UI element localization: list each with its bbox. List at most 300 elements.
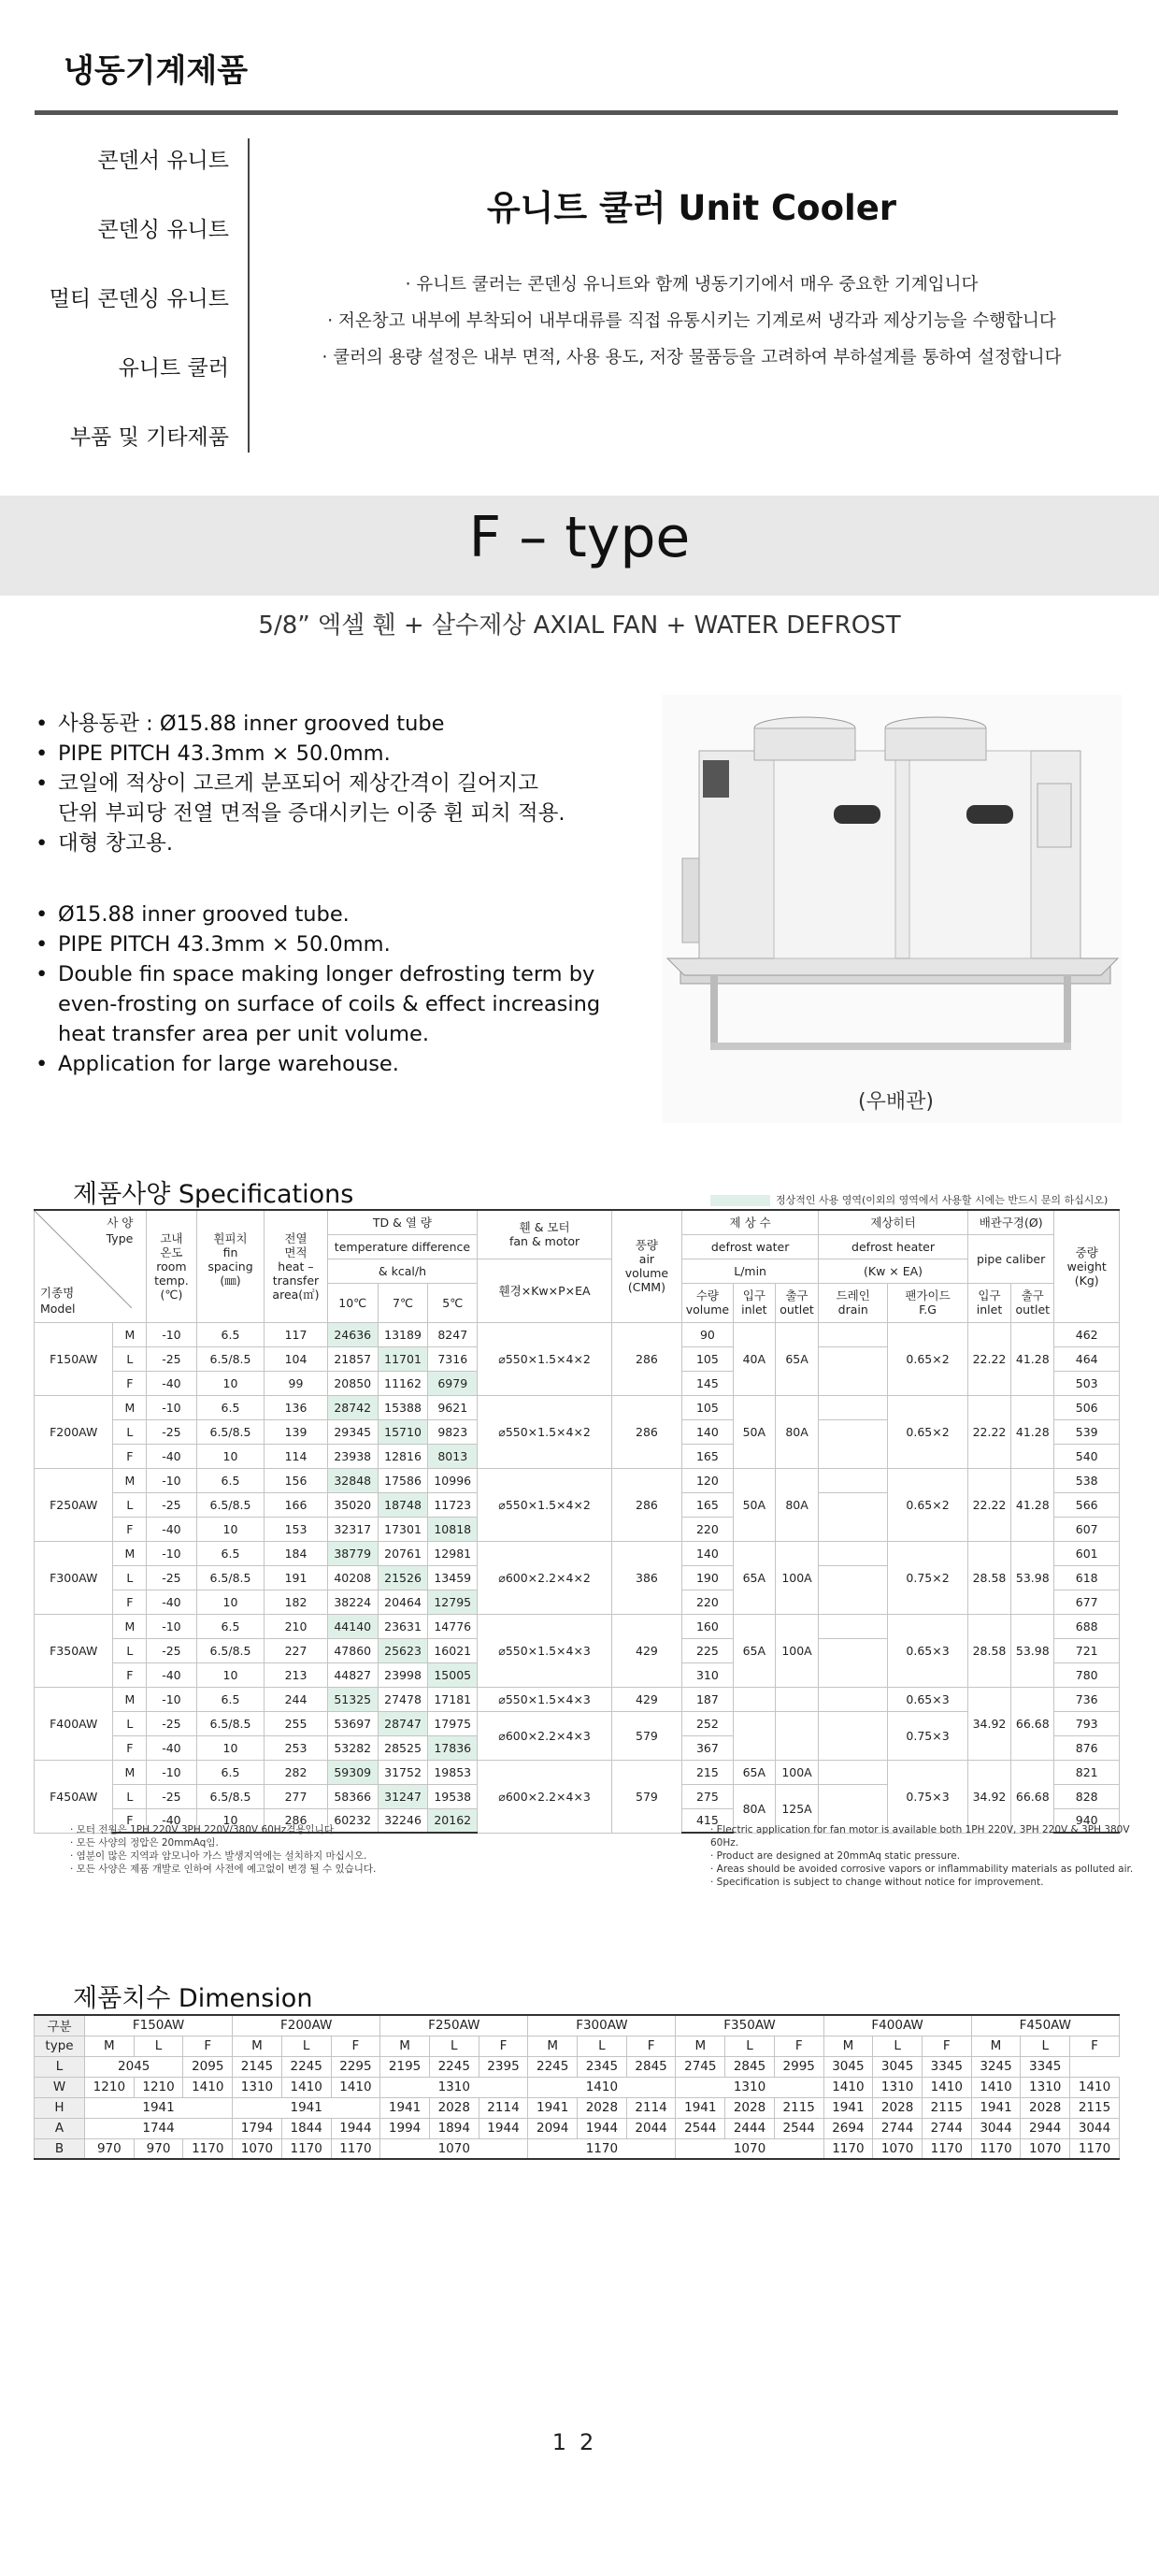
cell-c: -10 bbox=[147, 1322, 196, 1346]
cell-a: 156 bbox=[265, 1468, 327, 1492]
dimension-cell: 1210 bbox=[85, 2077, 135, 2097]
dimension-cell: 2744 bbox=[873, 2118, 923, 2138]
note: · Product are designed at 20mmAq static pressure. bbox=[710, 1850, 961, 1862]
type-cell: F bbox=[113, 1735, 147, 1760]
cell-empty bbox=[819, 1687, 888, 1711]
dimension-cell: 2845 bbox=[626, 2056, 676, 2077]
dimension-cell: 1310 bbox=[380, 2077, 528, 2097]
weight-cell: 464 bbox=[1054, 1346, 1120, 1371]
cell-c: -10 bbox=[147, 1395, 196, 1419]
dimension-cell: 3345 bbox=[1021, 2056, 1070, 2077]
sidebar-item-unit-cooler[interactable]: 유니트 쿨러 bbox=[118, 356, 229, 381]
table-row bbox=[35, 1541, 1120, 1565]
cell-a: 166 bbox=[265, 1492, 327, 1517]
cell-k3: 13459 bbox=[428, 1565, 478, 1590]
cell-wi: 50A bbox=[733, 1395, 775, 1468]
cell-empty bbox=[819, 1322, 888, 1346]
cell-v: 165 bbox=[682, 1492, 734, 1517]
cell-c: -25 bbox=[147, 1784, 196, 1808]
cell-k2: 28747 bbox=[378, 1711, 427, 1735]
weight-cell: 780 bbox=[1054, 1662, 1120, 1687]
note: · Specification is subject to change without notice for improvement. bbox=[710, 1877, 1044, 1888]
cell-wi: 65A bbox=[733, 1541, 775, 1614]
sub-header: F bbox=[774, 2036, 823, 2056]
photo-caption: (우배관) bbox=[858, 1090, 934, 1114]
sub-header: F bbox=[626, 2036, 676, 2056]
cell-k2: 11162 bbox=[378, 1371, 427, 1395]
cell-k2: 15710 bbox=[378, 1419, 427, 1444]
cell-c: -10 bbox=[147, 1687, 196, 1711]
specs-title: 제품사양 Specifications bbox=[73, 1180, 354, 1209]
spec-table bbox=[34, 1209, 1120, 1834]
cell-f: 6.5/8.5 bbox=[196, 1419, 265, 1444]
cell-k1: 53697 bbox=[327, 1711, 378, 1735]
dimension-cell: 1941 bbox=[971, 2097, 1021, 2118]
cell-a: 114 bbox=[265, 1444, 327, 1468]
dimension-cell: 3044 bbox=[971, 2118, 1021, 2138]
cell-f: 10 bbox=[196, 1735, 265, 1760]
cell-v: 90 bbox=[682, 1322, 734, 1346]
cell-c: -40 bbox=[147, 1808, 196, 1833]
cell-k2: 17586 bbox=[378, 1468, 427, 1492]
model-header: F200AW bbox=[233, 2015, 380, 2036]
dimension-cell: 1941 bbox=[380, 2097, 430, 2118]
col-td: TD & 열 량 bbox=[327, 1210, 478, 1234]
cell-k2: 18748 bbox=[378, 1492, 427, 1517]
cell-f: 6.5 bbox=[196, 1322, 265, 1346]
cell-k1: 29345 bbox=[327, 1419, 378, 1444]
cell-f: 6.5 bbox=[196, 1614, 265, 1638]
cell-wi: 65A bbox=[733, 1614, 775, 1687]
row-label: L bbox=[35, 2056, 85, 2077]
dimension-header-row bbox=[35, 2015, 1120, 2036]
feature-item bbox=[36, 709, 565, 739]
cell-k1: 58366 bbox=[327, 1784, 378, 1808]
model-cell: F150AW bbox=[35, 1322, 113, 1395]
cell-k1: 32848 bbox=[327, 1468, 378, 1492]
cell-wo: 125A bbox=[775, 1784, 818, 1833]
cell-f: 6.5/8.5 bbox=[196, 1784, 265, 1808]
cell-wo: 80A bbox=[775, 1395, 818, 1468]
dimension-table bbox=[34, 2014, 1120, 2160]
cell-pi: 22.22 bbox=[967, 1395, 1010, 1468]
table-row bbox=[35, 1687, 1120, 1711]
weight-cell: 688 bbox=[1054, 1614, 1120, 1638]
dimension-cell: 970 bbox=[85, 2138, 135, 2159]
heat-unit: (Kw × EA) bbox=[819, 1259, 968, 1283]
weight-cell: 618 bbox=[1054, 1565, 1120, 1590]
cell-v: 220 bbox=[682, 1590, 734, 1614]
cell-wi: 50A bbox=[733, 1468, 775, 1541]
feature-text: 사용동관 : Ø15.88 inner grooved tube bbox=[58, 712, 445, 736]
cell-v: 120 bbox=[682, 1468, 734, 1492]
cell-k2: 23998 bbox=[378, 1662, 427, 1687]
type-ko: 사 양 bbox=[107, 1216, 134, 1230]
cell-dr bbox=[819, 1565, 888, 1614]
sub-header: M bbox=[85, 2036, 135, 2056]
cell-c: -40 bbox=[147, 1517, 196, 1541]
dimension-cell: 1070 bbox=[233, 2138, 282, 2159]
td-10: 10℃ bbox=[327, 1283, 378, 1322]
spec-body bbox=[35, 1322, 1120, 1833]
cell-a: 244 bbox=[265, 1687, 327, 1711]
dimension-title: 제품치수 Dimension bbox=[73, 1984, 313, 2013]
cell-k2: 23631 bbox=[378, 1614, 427, 1638]
cell-a: 277 bbox=[265, 1784, 327, 1808]
dimension-cell: 1941 bbox=[676, 2097, 725, 2118]
cell-pi: 28.58 bbox=[967, 1614, 1010, 1687]
cell-k2: 25623 bbox=[378, 1638, 427, 1662]
cell-k1: 51325 bbox=[327, 1687, 378, 1711]
cell-fan: ⌀600×2.2×4×2 bbox=[478, 1541, 611, 1614]
td-unit: & kcal/h bbox=[327, 1259, 478, 1283]
bullet-dot-icon: • bbox=[36, 741, 49, 766]
type-cell: L bbox=[113, 1638, 147, 1662]
sub-header: F bbox=[331, 2036, 380, 2056]
weight-cell: 540 bbox=[1054, 1444, 1120, 1468]
model-cell: F200AW bbox=[35, 1395, 113, 1468]
feature-text: Double fin space making longer defrosting term by even-frosting on surface of coils & effect increasing heat transfer area per unit volume. bbox=[58, 962, 601, 1046]
cell-v: 215 bbox=[682, 1760, 734, 1784]
model-header: F150AW bbox=[85, 2015, 233, 2036]
cell-f: 6.5 bbox=[196, 1468, 265, 1492]
cell-v: 165 bbox=[682, 1444, 734, 1468]
cell-k2: 31247 bbox=[378, 1784, 427, 1808]
feature-text: Application for large warehouse. bbox=[58, 1052, 399, 1076]
dimension-cell: 1170 bbox=[331, 2138, 380, 2159]
pipe-sub: pipe caliber bbox=[967, 1234, 1054, 1283]
cell-fg: 0.75×2 bbox=[888, 1541, 968, 1614]
cell-k1: 47860 bbox=[327, 1638, 378, 1662]
cell-empty bbox=[819, 1614, 888, 1638]
sub-header: F bbox=[183, 2036, 233, 2056]
cell-k1: 35020 bbox=[327, 1492, 378, 1517]
feature-item bbox=[36, 828, 565, 858]
cell-air: 286 bbox=[611, 1468, 681, 1541]
cell-fan: ⌀550×1.5×4×2 bbox=[478, 1322, 611, 1395]
dimension-cell: 2028 bbox=[429, 2097, 479, 2118]
table-row bbox=[35, 1614, 1120, 1638]
dimension-cell: 3245 bbox=[971, 2056, 1021, 2077]
cell-c: -40 bbox=[147, 1371, 196, 1395]
dimension-cell: 1070 bbox=[676, 2138, 823, 2159]
dimension-row bbox=[35, 2056, 1120, 2077]
weight-cell: 538 bbox=[1054, 1468, 1120, 1492]
cell-fg: 0.65×2 bbox=[888, 1468, 968, 1541]
td-7: 7℃ bbox=[378, 1283, 427, 1322]
cell-air: 579 bbox=[611, 1760, 681, 1833]
dimension-cell: 2114 bbox=[626, 2097, 676, 2118]
cell-a: 255 bbox=[265, 1711, 327, 1735]
row-label: H bbox=[35, 2097, 85, 2118]
cell-air: 386 bbox=[611, 1541, 681, 1614]
cell-empty bbox=[819, 1760, 888, 1784]
dimension-cell: 1894 bbox=[429, 2118, 479, 2138]
cell-wi: 80A bbox=[733, 1784, 775, 1833]
dimension-cell: 1310 bbox=[873, 2077, 923, 2097]
type-cell: L bbox=[113, 1711, 147, 1735]
sub-header: F bbox=[479, 2036, 528, 2056]
sub-header: M bbox=[233, 2036, 282, 2056]
table-row bbox=[35, 1322, 1120, 1346]
cell-f: 6.5/8.5 bbox=[196, 1565, 265, 1590]
dimension-cell: 970 bbox=[134, 2138, 183, 2159]
row-label: W bbox=[35, 2077, 85, 2097]
cell-k3: 6979 bbox=[428, 1371, 478, 1395]
dimension-cell: 3045 bbox=[823, 2056, 873, 2077]
cell-v: 275 bbox=[682, 1784, 734, 1808]
cell-a: 136 bbox=[265, 1395, 327, 1419]
model-cell: F400AW bbox=[35, 1687, 113, 1760]
sidebar-item-condensing-unit[interactable]: 콘덴싱 유니트 bbox=[97, 218, 229, 242]
note: · 모터 전원은 1PH 220V 3PH 220V/380V 60Hz겸용입니다 bbox=[70, 1824, 334, 1835]
table-row bbox=[35, 1395, 1120, 1419]
bullet-dot-icon: • bbox=[36, 902, 49, 927]
row-label: B bbox=[35, 2138, 85, 2159]
type-cell: L bbox=[113, 1565, 147, 1590]
cell-fg: 0.65×3 bbox=[888, 1614, 968, 1687]
cell-k2: 13189 bbox=[378, 1322, 427, 1346]
bullet-dot-icon: • bbox=[36, 771, 49, 796]
dimension-cell: 2195 bbox=[380, 2056, 430, 2077]
model-cell: F300AW bbox=[35, 1541, 113, 1614]
dimension-cell: 2444 bbox=[725, 2118, 775, 2138]
cell-c: -25 bbox=[147, 1346, 196, 1371]
dimension-cell: 1310 bbox=[676, 2077, 823, 2097]
type-cell: F bbox=[113, 1590, 147, 1614]
cell-a: 213 bbox=[265, 1662, 327, 1687]
cell-c: -40 bbox=[147, 1662, 196, 1687]
hero-title: 유니트 쿨러 Unit Cooler bbox=[486, 188, 897, 228]
hero-description bbox=[280, 266, 1103, 376]
dimension-cell: 1410 bbox=[922, 2077, 971, 2097]
cell-k3: 14776 bbox=[428, 1614, 478, 1638]
dimension-row bbox=[35, 2097, 1120, 2118]
cell-empty bbox=[819, 1395, 888, 1419]
cell-fg: 0.75×3 bbox=[888, 1760, 968, 1833]
cell-k3: 9621 bbox=[428, 1395, 478, 1419]
cell-v: 252 bbox=[682, 1711, 734, 1735]
dimension-cell: 2944 bbox=[1021, 2118, 1070, 2138]
dimension-cell: 2028 bbox=[725, 2097, 775, 2118]
cell-k3: 19853 bbox=[428, 1760, 478, 1784]
cell-fan: ⌀550×1.5×4×2 bbox=[478, 1395, 611, 1468]
cell-air: 286 bbox=[611, 1322, 681, 1395]
cell-po: 53.98 bbox=[1011, 1614, 1054, 1687]
cell-k2: 31752 bbox=[378, 1760, 427, 1784]
notes-en bbox=[710, 1823, 1159, 1889]
weight-cell: 828 bbox=[1054, 1784, 1120, 1808]
cell-pi: 22.22 bbox=[967, 1322, 1010, 1395]
cell-k2: 11701 bbox=[378, 1346, 427, 1371]
feature-item bbox=[36, 739, 565, 769]
sub-header: M bbox=[823, 2036, 873, 2056]
heat-fg: 팬가이드 F.G bbox=[888, 1283, 968, 1322]
defw-outlet: 출구 outlet bbox=[775, 1283, 818, 1322]
note: · 모든 사양의 정압은 20mmAq임. bbox=[70, 1837, 219, 1849]
cell-wi: 65A bbox=[733, 1760, 775, 1784]
cell-k3: 17836 bbox=[428, 1735, 478, 1760]
sub-header: M bbox=[528, 2036, 578, 2056]
model-cell: F350AW bbox=[35, 1614, 113, 1687]
dimension-cell: 1070 bbox=[873, 2138, 923, 2159]
cell-k2: 28525 bbox=[378, 1735, 427, 1760]
cell-v: 145 bbox=[682, 1371, 734, 1395]
cell-a: 184 bbox=[265, 1541, 327, 1565]
cell-k1: 21857 bbox=[327, 1346, 378, 1371]
cell-c: -10 bbox=[147, 1541, 196, 1565]
dimension-cell: 2995 bbox=[774, 2056, 823, 2077]
cell-a: 153 bbox=[265, 1517, 327, 1541]
cell-c: -25 bbox=[147, 1711, 196, 1735]
type-cell: M bbox=[113, 1614, 147, 1638]
cell-f: 10 bbox=[196, 1371, 265, 1395]
dimension-cell: 2345 bbox=[578, 2056, 627, 2077]
dimension-cell: 1944 bbox=[479, 2118, 528, 2138]
type-cell: M bbox=[113, 1760, 147, 1784]
cell-k1: 38779 bbox=[327, 1541, 378, 1565]
cell-v: 310 bbox=[682, 1662, 734, 1687]
hero-line: · 저온창고 내부에 부착되어 내부대류를 직접 유통시키는 기계로써 냉각과 제상기능을 수행합니다 bbox=[327, 311, 1056, 331]
type-cell: L bbox=[113, 1492, 147, 1517]
dimension-sub-row bbox=[35, 2036, 1120, 2056]
td-sub: temperature difference bbox=[327, 1234, 478, 1259]
cell-k1: 23938 bbox=[327, 1444, 378, 1468]
cell-f: 6.5/8.5 bbox=[196, 1346, 265, 1371]
cell-v: 160 bbox=[682, 1614, 734, 1638]
notes-ko bbox=[70, 1823, 376, 1876]
model-header: F300AW bbox=[528, 2015, 676, 2036]
sub-header: L bbox=[429, 2036, 479, 2056]
cell-k1: 38224 bbox=[327, 1590, 378, 1614]
model-en: Model bbox=[40, 1301, 76, 1316]
hero-line: · 유니트 쿨러는 콘덴싱 유니트와 함께 냉동기기에서 매우 중요한 기계입니다 bbox=[405, 275, 979, 295]
type-cell: L bbox=[113, 1346, 147, 1371]
weight-cell: 876 bbox=[1054, 1735, 1120, 1760]
type-cell: F bbox=[113, 1371, 147, 1395]
cell-fg: 0.75×3 bbox=[888, 1711, 968, 1760]
cell-k3: 11723 bbox=[428, 1492, 478, 1517]
weight-cell: 940 bbox=[1054, 1808, 1120, 1833]
cell-air: 579 bbox=[611, 1711, 681, 1760]
col-pipe: 배관구경(Ø) bbox=[967, 1210, 1054, 1234]
dimension-cell: 1410 bbox=[528, 2077, 676, 2097]
sidebar-item-condenser-unit[interactable]: 콘덴서 유니트 bbox=[97, 149, 229, 173]
note: · Areas should be avoided corrosive vapors or inflammability materials as polluted air. bbox=[710, 1864, 1134, 1875]
dimension-cell: 2544 bbox=[774, 2118, 823, 2138]
sub-header: L bbox=[578, 2036, 627, 2056]
cell-c: -25 bbox=[147, 1492, 196, 1517]
cell-c: -10 bbox=[147, 1468, 196, 1492]
dimension-cell: 1794 bbox=[233, 2118, 282, 2138]
cell-wo bbox=[775, 1711, 818, 1760]
dimension-cell: 2095 bbox=[183, 2056, 233, 2077]
feature-list-ko bbox=[36, 709, 565, 858]
feature-item bbox=[36, 929, 600, 959]
sidebar-nav bbox=[35, 138, 250, 453]
sub-header: F bbox=[922, 2036, 971, 2056]
dimension-row bbox=[35, 2118, 1120, 2138]
dimension-cell: 1170 bbox=[922, 2138, 971, 2159]
cell-dr bbox=[819, 1638, 888, 1687]
type-cell: L bbox=[113, 1419, 147, 1444]
header-divider bbox=[35, 110, 1118, 115]
cell-k3: 19538 bbox=[428, 1784, 478, 1808]
weight-cell: 821 bbox=[1054, 1760, 1120, 1784]
sidebar-item-parts[interactable]: 부품 및 기타제품 bbox=[69, 425, 229, 450]
cell-dr bbox=[819, 1711, 888, 1760]
weight-cell: 721 bbox=[1054, 1638, 1120, 1662]
model-header: F350AW bbox=[676, 2015, 823, 2036]
fan-unit: 휀경×Kw×P×EA bbox=[478, 1259, 611, 1322]
feature-item bbox=[36, 1049, 600, 1079]
cell-k3: 9823 bbox=[428, 1419, 478, 1444]
dimension-cell: 1844 bbox=[281, 2118, 331, 2138]
dimension-cell: 1410 bbox=[971, 2077, 1021, 2097]
cell-c: -10 bbox=[147, 1614, 196, 1638]
type-title: F – type bbox=[468, 505, 691, 570]
header-type: type bbox=[35, 2036, 85, 2056]
dimension-cell: 2295 bbox=[331, 2056, 380, 2077]
col-air: 풍량 air volume (CMM) bbox=[611, 1210, 681, 1322]
dimension-cell: 1170 bbox=[823, 2138, 873, 2159]
cell-wo: 65A bbox=[775, 1322, 818, 1395]
dimension-cell: 2395 bbox=[479, 2056, 528, 2077]
feature-item bbox=[36, 959, 600, 1049]
sub-header: M bbox=[380, 2036, 430, 2056]
cell-k2: 12816 bbox=[378, 1444, 427, 1468]
header-corner: 구분 bbox=[35, 2015, 85, 2036]
cell-k2: 20464 bbox=[378, 1590, 427, 1614]
sidebar-item-multi-condensing-unit[interactable]: 멀티 콘덴싱 유니트 bbox=[49, 287, 229, 311]
weight-cell: 793 bbox=[1054, 1711, 1120, 1735]
cell-fg: 0.65×2 bbox=[888, 1395, 968, 1468]
cell-fan: ⌀550×1.5×4×2 bbox=[478, 1468, 611, 1541]
cell-k3: 16021 bbox=[428, 1638, 478, 1662]
dimension-body bbox=[35, 2015, 1120, 2159]
cell-k2: 17301 bbox=[378, 1517, 427, 1541]
model-ko: 기종명 bbox=[40, 1285, 75, 1300]
dimension-cell: 1310 bbox=[233, 2077, 282, 2097]
cell-k3: 17181 bbox=[428, 1687, 478, 1711]
cell-k1: 59309 bbox=[327, 1760, 378, 1784]
dimension-cell: 1941 bbox=[85, 2097, 233, 2118]
cell-v: 140 bbox=[682, 1419, 734, 1444]
cell-a: 104 bbox=[265, 1346, 327, 1371]
cell-pi: 34.92 bbox=[967, 1687, 1010, 1760]
dimension-cell: 2115 bbox=[1070, 2097, 1120, 2118]
dimension-cell: 1410 bbox=[183, 2077, 233, 2097]
type-cell: M bbox=[113, 1687, 147, 1711]
cell-pi: 34.92 bbox=[967, 1760, 1010, 1833]
cell-k3: 7316 bbox=[428, 1346, 478, 1371]
dimension-cell: 2114 bbox=[479, 2097, 528, 2118]
dimension-cell: 3044 bbox=[1070, 2118, 1120, 2138]
bullet-dot-icon: • bbox=[36, 712, 49, 736]
cell-k1: 40208 bbox=[327, 1565, 378, 1590]
cell-c: -25 bbox=[147, 1638, 196, 1662]
model-header: F250AW bbox=[380, 2015, 528, 2036]
sub-header: L bbox=[1021, 2036, 1070, 2056]
col-defrost-heater: 제상히터 bbox=[819, 1210, 968, 1234]
cell-a: 210 bbox=[265, 1614, 327, 1638]
dimension-cell: 1170 bbox=[183, 2138, 233, 2159]
cell-fg: 0.65×3 bbox=[888, 1687, 968, 1711]
cell-k1: 53282 bbox=[327, 1735, 378, 1760]
cell-a: 286 bbox=[265, 1808, 327, 1833]
cell-air: 429 bbox=[611, 1687, 681, 1711]
cell-f: 6.5 bbox=[196, 1395, 265, 1419]
